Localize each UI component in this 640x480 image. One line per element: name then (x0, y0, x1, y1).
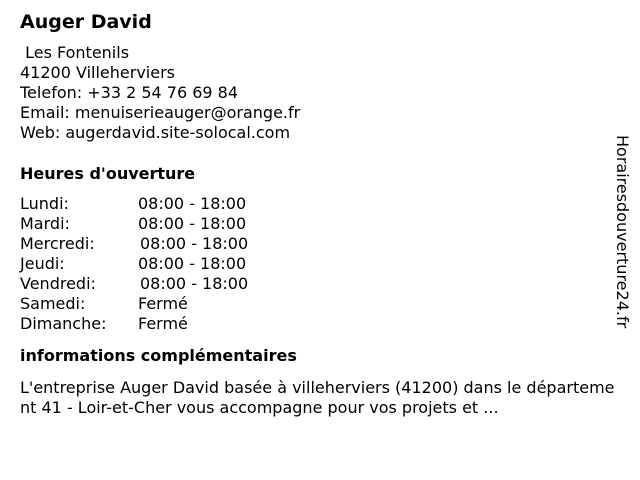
time-value: 08:00 - 18:00 (138, 194, 247, 213)
phone-number: Telefon: +33 2 54 76 69 84 (20, 83, 239, 102)
site-watermark: Horairesdouverture24.fr (613, 135, 632, 329)
time-value: 08:00 - 18:00 (138, 214, 247, 233)
website-address: Web: augerdavid.site-solocal.com (20, 123, 291, 142)
hours-row-wednesday (20, 234, 620, 254)
hours-row-friday (20, 274, 620, 294)
time-value: 08:00 - 18:00 (138, 254, 247, 273)
time-value: Fermé (138, 294, 188, 313)
additional-info-heading: informations complémentaires (20, 346, 297, 365)
time-value: Fermé (138, 314, 188, 333)
day-label: Mercredi: (20, 234, 95, 253)
hours-row-saturday (20, 294, 620, 314)
hours-row-monday (20, 194, 620, 214)
address-street: Les Fontenils (20, 43, 130, 62)
business-card (20, 10, 620, 418)
day-label: Dimanche: (20, 314, 107, 333)
time-value: 08:00 - 18:00 (140, 274, 249, 293)
hours-row-thursday (20, 254, 620, 274)
opening-hours-table (20, 194, 620, 334)
opening-hours-heading: Heures d'ouverture (20, 164, 196, 183)
day-label: Vendredi: (20, 274, 96, 293)
day-label: Samedi: (20, 294, 86, 313)
day-label: Jeudi: (20, 254, 65, 273)
time-value: 08:00 - 18:00 (140, 234, 249, 253)
hours-row-tuesday (20, 214, 620, 234)
day-label: Lundi: (20, 194, 69, 213)
hours-row-sunday (20, 314, 620, 334)
address-city: 41200 Villeherviers (20, 63, 175, 82)
business-description: L'entreprise Auger David basée à villeherviers (41200) dans le département 41 - Loir-et-Cher vous accompagne pour vos projets et ... (20, 378, 615, 417)
day-label: Mardi: (20, 214, 70, 233)
business-name: Auger David (20, 11, 152, 33)
email-address: Email: menuiserieauger@orange.fr (20, 103, 301, 122)
